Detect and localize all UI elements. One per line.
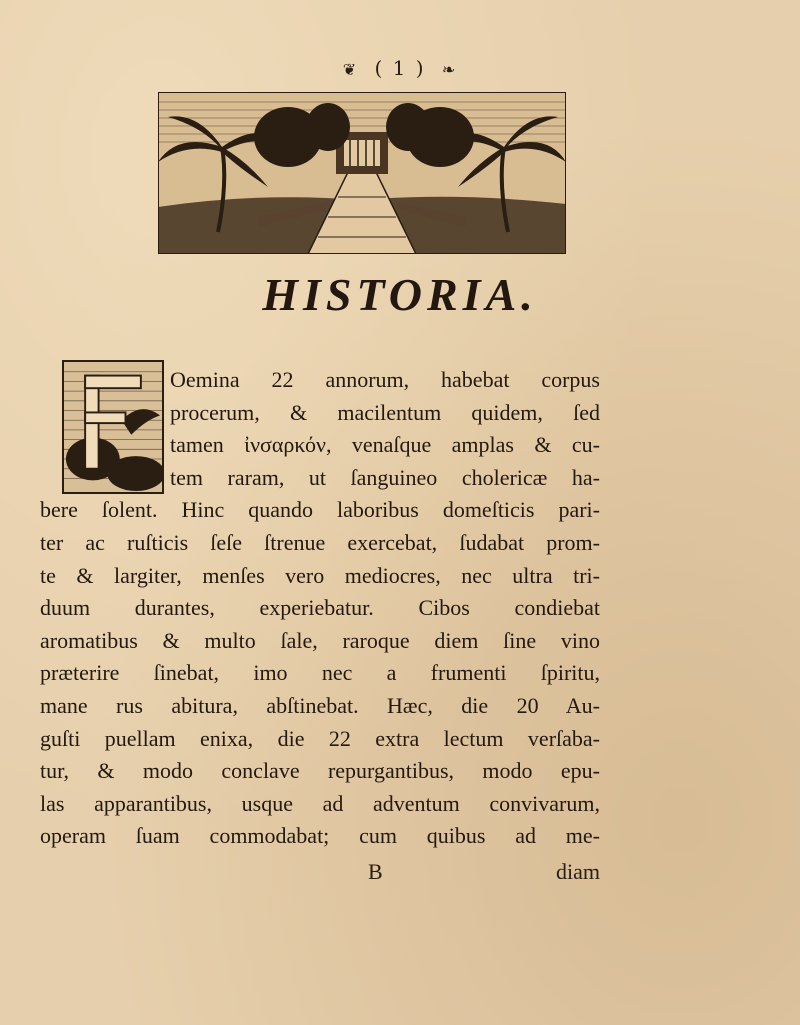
text-line: tem raram, ut ſanguineo cholericæ ha- bbox=[170, 464, 600, 490]
text-line: las apparantibus, usque ad adventum convivarum, bbox=[40, 790, 600, 816]
section-title: HISTORIA. bbox=[262, 269, 538, 320]
text-line: te & largiter, menſes vero mediocres, nec ultra tri- bbox=[40, 562, 600, 588]
text-line: guſti puellam enixa, die 22 extra lectum verſaba- bbox=[40, 725, 600, 751]
text-line: ter ac ruſticis ſeſe ſtrenue exercebat, ſudabat prom- bbox=[40, 529, 600, 555]
text-line: aromatibus & multo ſale, raroque diem ſine vino bbox=[40, 627, 600, 653]
catchword: diam bbox=[556, 859, 600, 884]
page-number: ( 1 ) bbox=[374, 56, 426, 80]
text-line: Oemina 22 annorum, habebat corpus bbox=[170, 367, 600, 392]
body-paragraph bbox=[40, 364, 600, 853]
page-header bbox=[0, 56, 800, 80]
text-line: præterire ſinebat, imo nec a frumenti ſpiritu, bbox=[40, 660, 600, 686]
text-line: bere ſolent. Hinc quando laboribus domeſticis pari- bbox=[40, 497, 600, 523]
text-line: tamen ἰνσαρκόν, venaſque amplas & cu- bbox=[170, 432, 600, 458]
text-line: procerum, & macilentum quidem, ſed bbox=[170, 399, 600, 425]
garden-palms-headpiece-icon bbox=[158, 92, 566, 254]
text-line: operam ſuam commodabat; cum quibus ad me- bbox=[40, 823, 600, 849]
text-line: duum durantes, experiebatur. Cibos condiebat bbox=[40, 595, 600, 621]
text-line: mane rus abitura, abſtinebat. Hæc, die 20 Au- bbox=[40, 692, 600, 718]
text-line: tur, & modo conclave repurgantibus, modo epu- bbox=[40, 758, 600, 784]
page-footer bbox=[40, 856, 600, 888]
signature-mark: B bbox=[368, 859, 383, 884]
ornament-flourish-icon: ❧ bbox=[441, 60, 458, 79]
ornament-flourish-icon: ❦ bbox=[342, 60, 359, 79]
